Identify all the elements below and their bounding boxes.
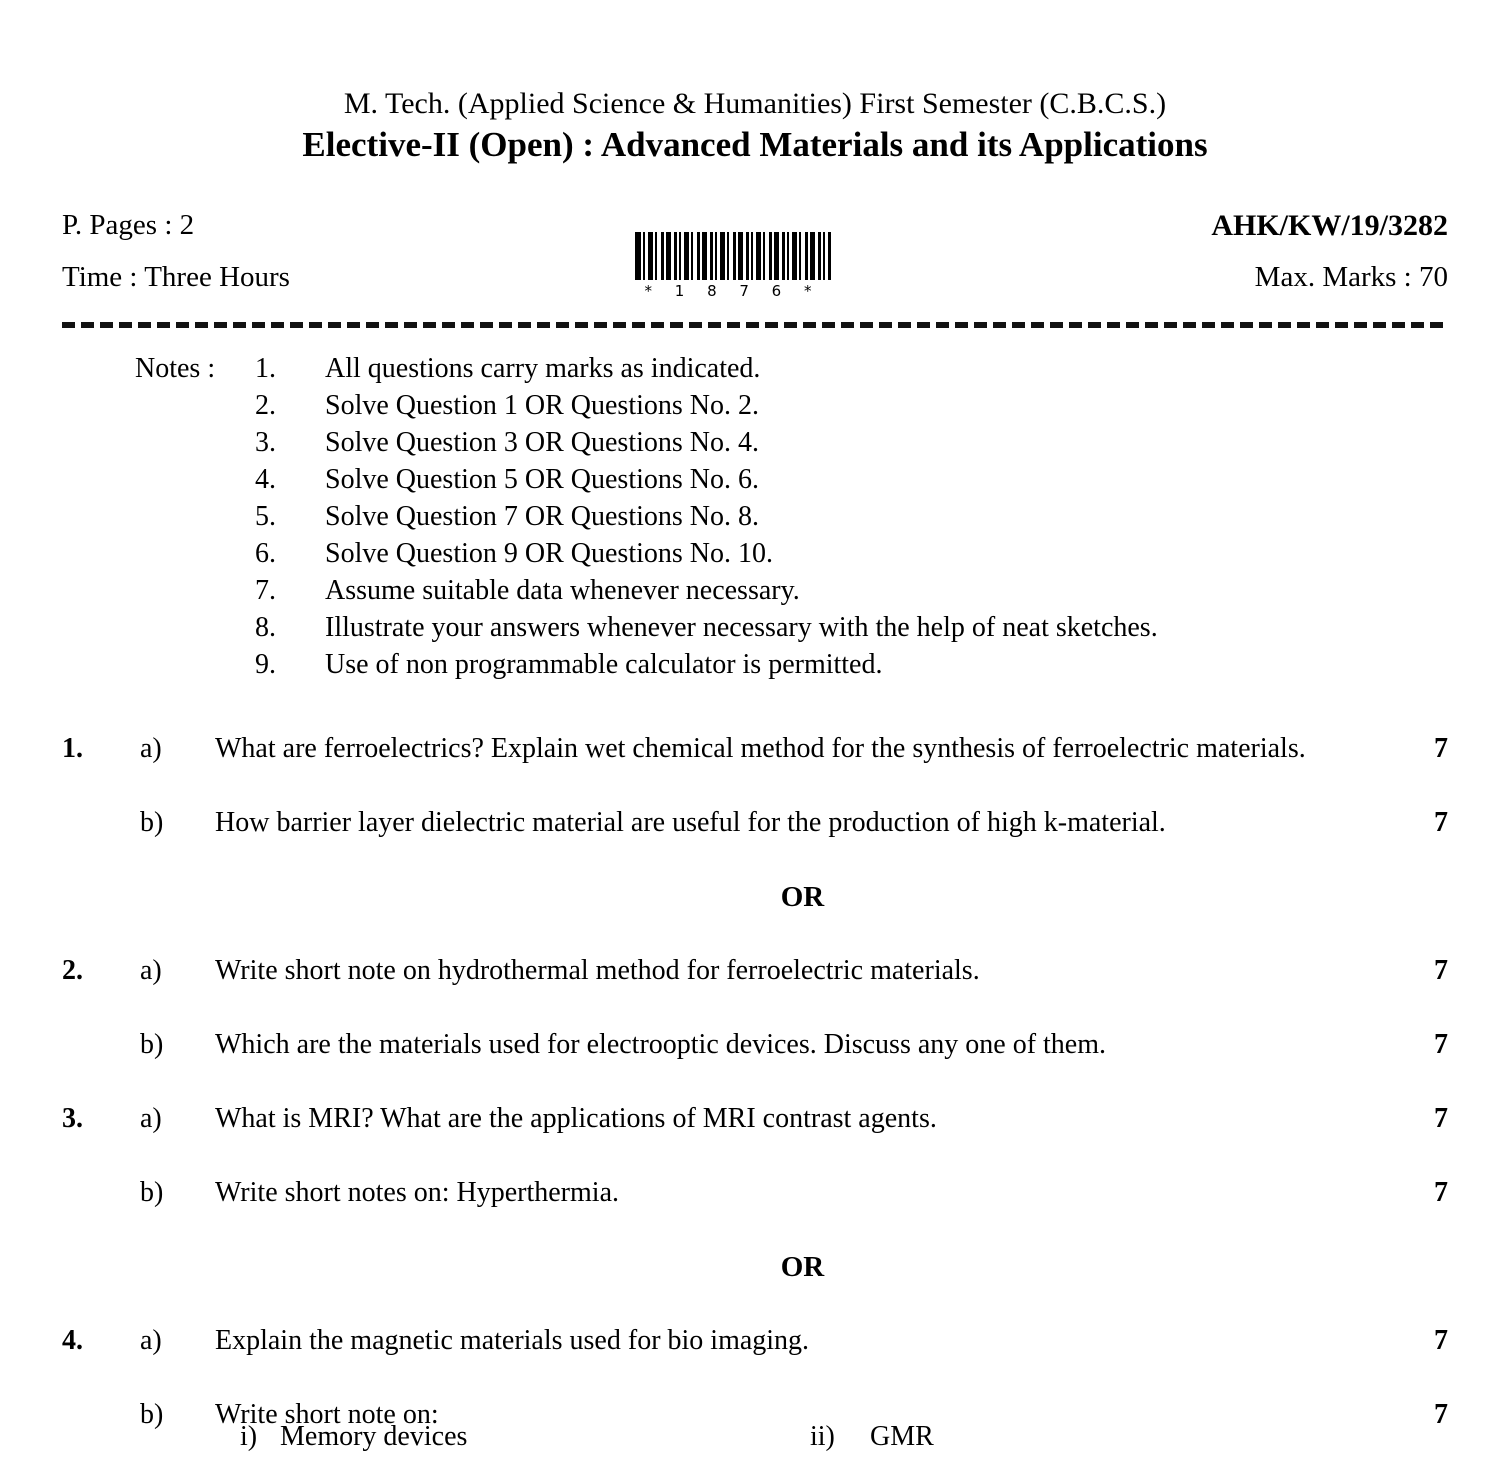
marks-value: 7: [1434, 1103, 1448, 1134]
note-number: 6.: [255, 538, 276, 569]
or-separator: OR: [780, 881, 825, 913]
sub-item-text: GMR: [870, 1421, 934, 1452]
marks-value: 7: [1434, 1399, 1448, 1430]
marks-value: 7: [1434, 1177, 1448, 1208]
sub-item-label: ii): [810, 1421, 835, 1452]
header-meta: [62, 208, 1448, 300]
question-text: Which are the materials used for electrooptic devices. Discuss any one of them.: [215, 1029, 1107, 1060]
note-number: 7.: [255, 575, 276, 606]
paper-title: Elective-II (Open) : Advanced Materials and its Applications: [302, 125, 1208, 164]
note-number: 4.: [255, 464, 276, 495]
note-number: 2.: [255, 390, 276, 421]
question-row: [62, 952, 1448, 990]
marks-value: 7: [1434, 1029, 1448, 1060]
question-text: [215, 1396, 1390, 1456]
meta-right: [876, 208, 1449, 294]
question-number: 1.: [62, 733, 83, 764]
question-row: [62, 1396, 1448, 1456]
question-text: What are ferroelectrics? Explain wet chemical method for the synthesis of ferroelectric materials.: [215, 733, 1306, 764]
note-text: All questions carry marks as indicated.: [325, 353, 761, 384]
barcode-text: * 1 8 7 6 *: [644, 282, 821, 300]
part-label: b): [140, 1029, 164, 1060]
question-text: Write short note on hydrothermal method for ferroelectric materials.: [215, 955, 980, 986]
note-number: 1.: [255, 353, 276, 384]
questions-section: [62, 730, 1448, 1456]
question-text-line: Write short note on:: [215, 1399, 439, 1430]
question-text: What is MRI? What are the applications of MRI contrast agents.: [215, 1103, 937, 1134]
note-text: Illustrate your answers whenever necessary with the help of neat sketches.: [325, 612, 1158, 643]
marks-value: 7: [1434, 1325, 1448, 1356]
question-number: 2.: [62, 955, 83, 986]
question-row: [62, 804, 1448, 842]
marks-value: 7: [1434, 955, 1448, 986]
note-text: Use of non programmable calculator is permitted.: [325, 649, 883, 680]
part-label: a): [140, 955, 162, 986]
max-marks-label: Max. Marks : 70: [1254, 261, 1448, 293]
note-text: Solve Question 7 OR Questions No. 8.: [325, 501, 759, 532]
title-block: [62, 0, 1448, 168]
sub-items-row: [215, 1418, 1390, 1456]
note-number: 9.: [255, 649, 276, 680]
barcode-icon: [635, 232, 831, 280]
question-number: 3.: [62, 1103, 83, 1134]
question-text: How barrier layer dielectric material are useful for the production of high k-material.: [215, 807, 1166, 838]
part-label: a): [140, 733, 162, 764]
question-number: 4.: [62, 1325, 83, 1356]
question-row: [62, 1322, 1448, 1360]
note-text: Solve Question 1 OR Questions No. 2.: [325, 390, 759, 421]
part-label: b): [140, 1177, 164, 1208]
meta-left: [62, 208, 635, 294]
note-text: Assume suitable data whenever necessary.: [325, 575, 800, 606]
note-text: Solve Question 9 OR Questions No. 10.: [325, 538, 773, 569]
part-label: a): [140, 1325, 162, 1356]
marks-value: 7: [1434, 807, 1448, 838]
notes-section: [135, 350, 1448, 683]
paper-code: AHK/KW/19/3282: [1211, 209, 1448, 242]
pages-label: P. Pages : 2: [62, 209, 195, 241]
note-number: 3.: [255, 427, 276, 458]
note-text: Solve Question 3 OR Questions No. 4.: [325, 427, 759, 458]
marks-value: 7: [1434, 733, 1448, 764]
part-label: a): [140, 1103, 162, 1134]
sub-item-label: i): [240, 1421, 258, 1452]
notes-label: Notes :: [135, 353, 216, 384]
question-text: Write short notes on: Hyperthermia.: [215, 1177, 619, 1208]
question-row: [62, 1026, 1448, 1064]
course-line: M. Tech. (Applied Science & Humanities) First Semester (C.B.C.S.): [343, 87, 1167, 120]
question-row: [62, 1100, 1448, 1138]
or-separator: OR: [780, 1251, 825, 1283]
question-text: Explain the magnetic materials used for bio imaging.: [215, 1325, 810, 1356]
sub-item-text: Memory devices: [280, 1421, 468, 1452]
dashed-divider: [62, 322, 1448, 328]
part-label: b): [140, 807, 164, 838]
question-row: [62, 1174, 1448, 1212]
part-label: b): [140, 1399, 164, 1430]
note-text: Solve Question 5 OR Questions No. 6.: [325, 464, 759, 495]
question-row: [62, 730, 1448, 768]
barcode: [635, 232, 831, 300]
note-number: 5.: [255, 501, 276, 532]
time-label: Time : Three Hours: [62, 261, 290, 293]
note-number: 8.: [255, 612, 276, 643]
